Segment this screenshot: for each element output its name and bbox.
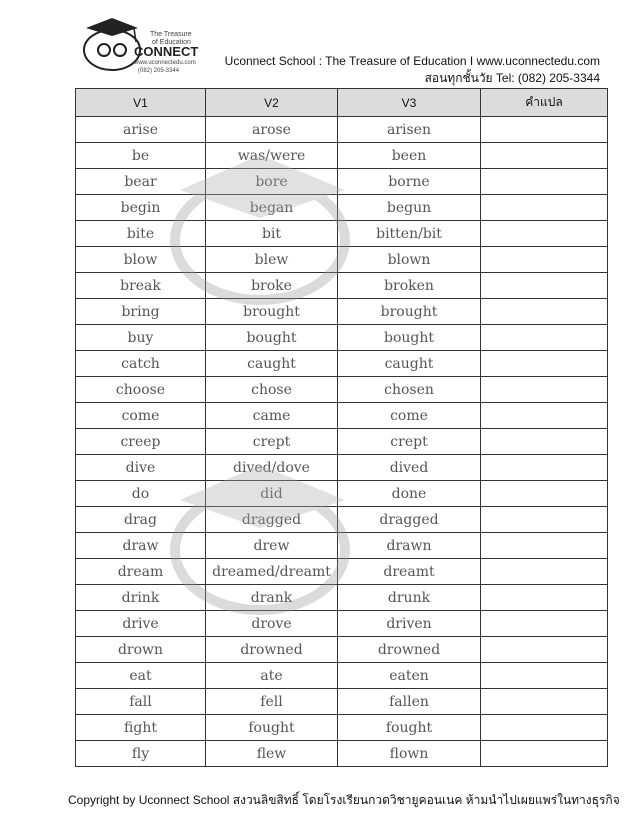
verb-v1-cell: buy xyxy=(76,325,206,351)
verb-v1-cell: bite xyxy=(76,221,206,247)
verb-v2-cell: ate xyxy=(206,663,338,689)
verb-v2-cell: chose xyxy=(206,377,338,403)
verb-v1-cell: drive xyxy=(76,611,206,637)
meaning-cell xyxy=(481,611,608,637)
meaning-cell xyxy=(481,117,608,143)
verb-v1-cell: be xyxy=(76,143,206,169)
table-row xyxy=(76,377,608,403)
logo-tagline-1: The Treasure xyxy=(150,31,192,38)
verb-v3-cell: done xyxy=(338,481,481,507)
table-row xyxy=(76,715,608,741)
verb-v3-cell: driven xyxy=(338,611,481,637)
verb-v3-cell: fought xyxy=(338,715,481,741)
verb-v1-cell: drag xyxy=(76,507,206,533)
verb-v1-cell: draw xyxy=(76,533,206,559)
verb-v3-cell: dragged xyxy=(338,507,481,533)
verb-v1-cell: dream xyxy=(76,559,206,585)
meaning-cell xyxy=(481,195,608,221)
verb-v1-cell: break xyxy=(76,273,206,299)
meaning-cell xyxy=(481,689,608,715)
meaning-cell xyxy=(481,221,608,247)
header-contact: สอนทุกชั้นวัย Tel: (082) 205-3344 xyxy=(424,71,600,85)
verb-v3-cell: fallen xyxy=(338,689,481,715)
verb-v2-cell: broke xyxy=(206,273,338,299)
table-row xyxy=(76,143,608,169)
table-row xyxy=(76,195,608,221)
table-header-row xyxy=(76,89,608,117)
meaning-cell xyxy=(481,299,608,325)
verb-v1-cell: catch xyxy=(76,351,206,377)
verb-v3-cell: bitten/bit xyxy=(338,221,481,247)
verb-v2-cell: brought xyxy=(206,299,338,325)
verb-v3-cell: drowned xyxy=(338,637,481,663)
verb-v3-cell: dreamt xyxy=(338,559,481,585)
logo-tagline-2: of Education xyxy=(152,39,191,46)
verb-v1-cell: bring xyxy=(76,299,206,325)
footer-copyright: Copyright by Uconnect School สงวนลิขสิทธิ์ โดยโรงเรียนกวดวิชายูคอนเนค ห้ามนำไปเผยแพร่ในทางธุรกิจ xyxy=(68,793,620,807)
verb-v3-cell: drunk xyxy=(338,585,481,611)
column-header-v2: V2 xyxy=(206,89,338,117)
verb-v3-cell: bought xyxy=(338,325,481,351)
column-header-v1: V1 xyxy=(76,89,206,117)
table-row xyxy=(76,689,608,715)
verb-v2-cell: drove xyxy=(206,611,338,637)
meaning-cell xyxy=(481,169,608,195)
verb-v3-cell: blown xyxy=(338,247,481,273)
verb-v2-cell: began xyxy=(206,195,338,221)
meaning-cell xyxy=(481,715,608,741)
meaning-cell xyxy=(481,533,608,559)
meaning-cell xyxy=(481,273,608,299)
verb-v2-cell: was/were xyxy=(206,143,338,169)
verb-v1-cell: dive xyxy=(76,455,206,481)
verb-v2-cell: blew xyxy=(206,247,338,273)
verb-v1-cell: eat xyxy=(76,663,206,689)
table-row xyxy=(76,585,608,611)
verb-v3-cell: borne xyxy=(338,169,481,195)
verb-v2-cell: fought xyxy=(206,715,338,741)
table-row xyxy=(76,325,608,351)
meaning-cell xyxy=(481,143,608,169)
table-row xyxy=(76,507,608,533)
verb-v2-cell: drank xyxy=(206,585,338,611)
table-row xyxy=(76,455,608,481)
meaning-cell xyxy=(481,403,608,429)
meaning-cell xyxy=(481,663,608,689)
verb-v3-cell: crept xyxy=(338,429,481,455)
table-row xyxy=(76,429,608,455)
school-logo xyxy=(72,14,202,74)
table-row xyxy=(76,169,608,195)
verb-v3-cell: eaten xyxy=(338,663,481,689)
verb-v1-cell: fall xyxy=(76,689,206,715)
verb-v2-cell: crept xyxy=(206,429,338,455)
verb-v3-cell: caught xyxy=(338,351,481,377)
table-row xyxy=(76,637,608,663)
logo-url: www.uconnectedu.com xyxy=(134,60,196,66)
meaning-cell xyxy=(481,247,608,273)
table-row xyxy=(76,351,608,377)
table-row xyxy=(76,403,608,429)
table-row xyxy=(76,273,608,299)
verb-v1-cell: fight xyxy=(76,715,206,741)
meaning-cell xyxy=(481,637,608,663)
table-row xyxy=(76,117,608,143)
header-title: Uconnect School : The Treasure of Education I www.uconnectedu.com xyxy=(224,54,600,68)
logo-brand: CONNECT xyxy=(134,44,199,59)
meaning-cell xyxy=(481,559,608,585)
meaning-cell xyxy=(481,455,608,481)
verb-v1-cell: fly xyxy=(76,741,206,767)
verb-v3-cell: come xyxy=(338,403,481,429)
table-row xyxy=(76,559,608,585)
verb-v1-cell: choose xyxy=(76,377,206,403)
verb-v2-cell: came xyxy=(206,403,338,429)
verb-v1-cell: begin xyxy=(76,195,206,221)
table-row xyxy=(76,481,608,507)
verb-v3-cell: flown xyxy=(338,741,481,767)
table-row xyxy=(76,741,608,767)
verb-v3-cell: been xyxy=(338,143,481,169)
verb-v2-cell: dreamed/dreamt xyxy=(206,559,338,585)
verb-v2-cell: drew xyxy=(206,533,338,559)
verb-v2-cell: dived/dove xyxy=(206,455,338,481)
logo-phone: (082) 205-3344 xyxy=(138,68,180,74)
verb-v1-cell: bear xyxy=(76,169,206,195)
meaning-cell xyxy=(481,481,608,507)
verb-v1-cell: come xyxy=(76,403,206,429)
verb-v3-cell: arisen xyxy=(338,117,481,143)
verb-v1-cell: drown xyxy=(76,637,206,663)
table-row xyxy=(76,247,608,273)
meaning-cell xyxy=(481,741,608,767)
column-header-v3: V3 xyxy=(338,89,481,117)
verb-v3-cell: brought xyxy=(338,299,481,325)
verb-v1-cell: drink xyxy=(76,585,206,611)
verb-v3-cell: dived xyxy=(338,455,481,481)
verb-v3-cell: begun xyxy=(338,195,481,221)
table-row xyxy=(76,663,608,689)
table-row xyxy=(76,299,608,325)
verb-v2-cell: dragged xyxy=(206,507,338,533)
table-row xyxy=(76,611,608,637)
table-row xyxy=(76,533,608,559)
verb-v3-cell: chosen xyxy=(338,377,481,403)
verb-v1-cell: do xyxy=(76,481,206,507)
verb-v1-cell: blow xyxy=(76,247,206,273)
verb-v2-cell: flew xyxy=(206,741,338,767)
irregular-verbs-table xyxy=(75,88,608,767)
meaning-cell xyxy=(481,507,608,533)
column-header-meaning: คำแปล xyxy=(481,89,608,117)
verb-v2-cell: did xyxy=(206,481,338,507)
meaning-cell xyxy=(481,585,608,611)
verb-v2-cell: drowned xyxy=(206,637,338,663)
verb-v2-cell: bought xyxy=(206,325,338,351)
verb-v2-cell: arose xyxy=(206,117,338,143)
table-body xyxy=(76,117,608,767)
verb-v2-cell: caught xyxy=(206,351,338,377)
meaning-cell xyxy=(481,325,608,351)
meaning-cell xyxy=(481,351,608,377)
verb-v3-cell: drawn xyxy=(338,533,481,559)
table-row xyxy=(76,221,608,247)
verb-v2-cell: bore xyxy=(206,169,338,195)
verb-v2-cell: fell xyxy=(206,689,338,715)
verb-v3-cell: broken xyxy=(338,273,481,299)
verb-v1-cell: creep xyxy=(76,429,206,455)
meaning-cell xyxy=(481,429,608,455)
verb-v2-cell: bit xyxy=(206,221,338,247)
verb-v1-cell: arise xyxy=(76,117,206,143)
meaning-cell xyxy=(481,377,608,403)
